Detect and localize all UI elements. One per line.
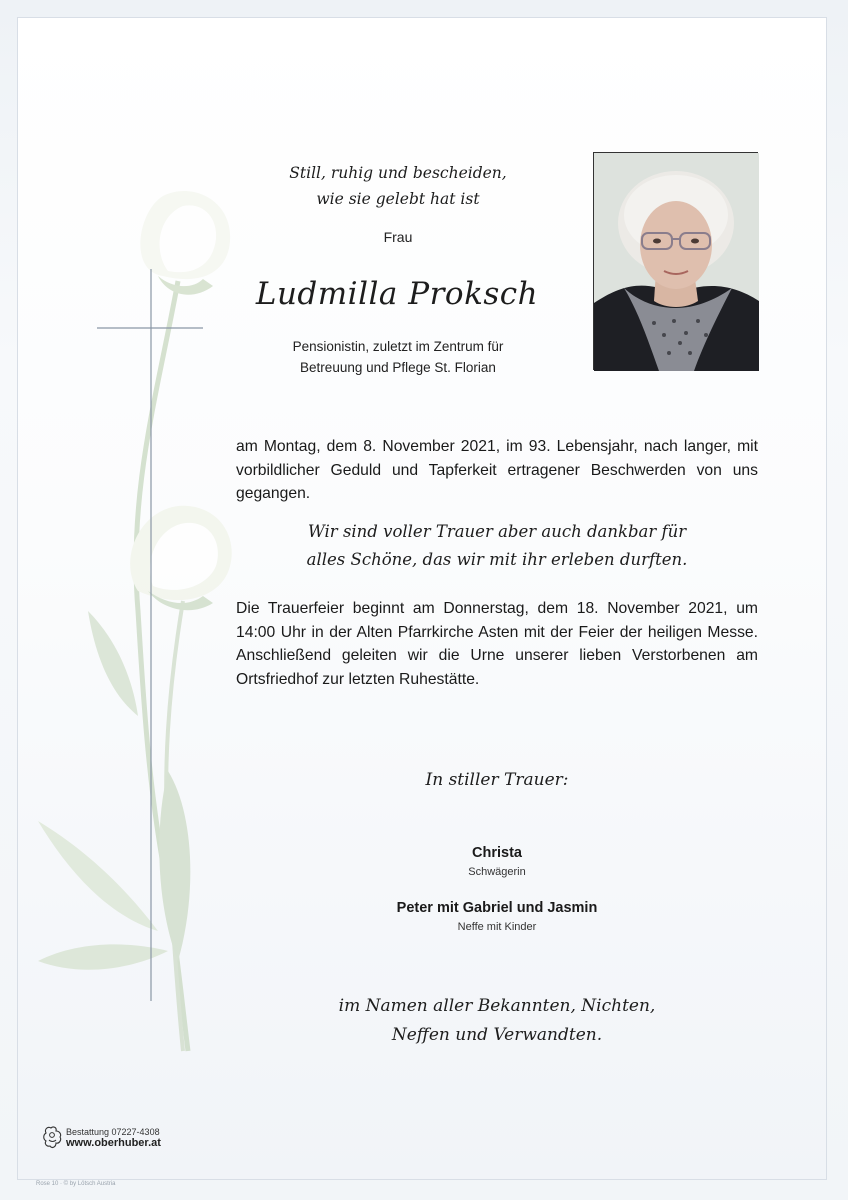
motto xyxy=(270,160,526,212)
mourning-heading: In stiller Trauer: xyxy=(425,770,569,790)
motto-line-1: Still, ruhig und bescheiden, xyxy=(289,164,507,182)
verse-line-2: alles Schöne, das wir mit ihr erleben durften. xyxy=(306,550,688,569)
occupation xyxy=(258,336,538,378)
upper-rose xyxy=(140,191,230,295)
closing-line-2: Neffen und Verwandten. xyxy=(391,1025,603,1045)
paragraph-death-notice: am Montag, dem 8. November 2021, im 93. Lebensjahr, nach langer, mit vorbildlicher Geduld und Tapferkeit ertragener Beschwerden von uns gegangen. xyxy=(236,438,758,502)
footer-phone: Bestattung 07227-4308 xyxy=(66,1127,160,1137)
mourner-name: Christa xyxy=(472,845,522,861)
mourner-relation: Schwägerin xyxy=(468,866,526,878)
motto-line-2: wie sie gelebt hat ist xyxy=(316,190,480,208)
occupation-line-2: Betreuung und Pflege St. Florian xyxy=(300,360,496,375)
portrait-photo xyxy=(593,152,758,370)
verse xyxy=(236,518,758,574)
mourner-relation: Neffe mit Kinder xyxy=(457,921,537,933)
lower-rose xyxy=(130,506,232,610)
deceased-name: Ludmilla Proksch xyxy=(255,276,539,312)
corner-mark: Rose 10 · © by Lötsch Austria xyxy=(36,1181,116,1187)
mourner-name: Peter mit Gabriel und Jasmin xyxy=(396,900,598,916)
angel-logo-icon xyxy=(42,1125,64,1151)
closing-line-1: im Namen aller Bekannten, Nichten, xyxy=(338,996,656,1016)
rose-cross-illustration xyxy=(18,171,248,1071)
portrait-illustration xyxy=(594,153,759,371)
footer-funeral-home xyxy=(42,1125,202,1155)
salutation: Frau xyxy=(383,229,413,245)
footer-website[interactable]: www.oberhuber.at xyxy=(66,1137,161,1149)
occupation-line-1: Pensionistin, zuletzt im Zentrum für xyxy=(292,339,504,354)
closing xyxy=(236,992,758,1050)
paragraph-funeral-details: Die Trauerfeier beginnt am Donnerstag, dem 18. November 2021, um 14:00 Uhr in der Alten Pfarrkirche Asten mit der Feier der heiligen Messe. Anschließend geleiten wir die Urne unserer lieben Verstorbenen am Ortsfriedhof zur letzten Ruhestätte. xyxy=(236,600,758,688)
verse-line-1: Wir sind voller Trauer aber auch dankbar für xyxy=(307,522,687,541)
